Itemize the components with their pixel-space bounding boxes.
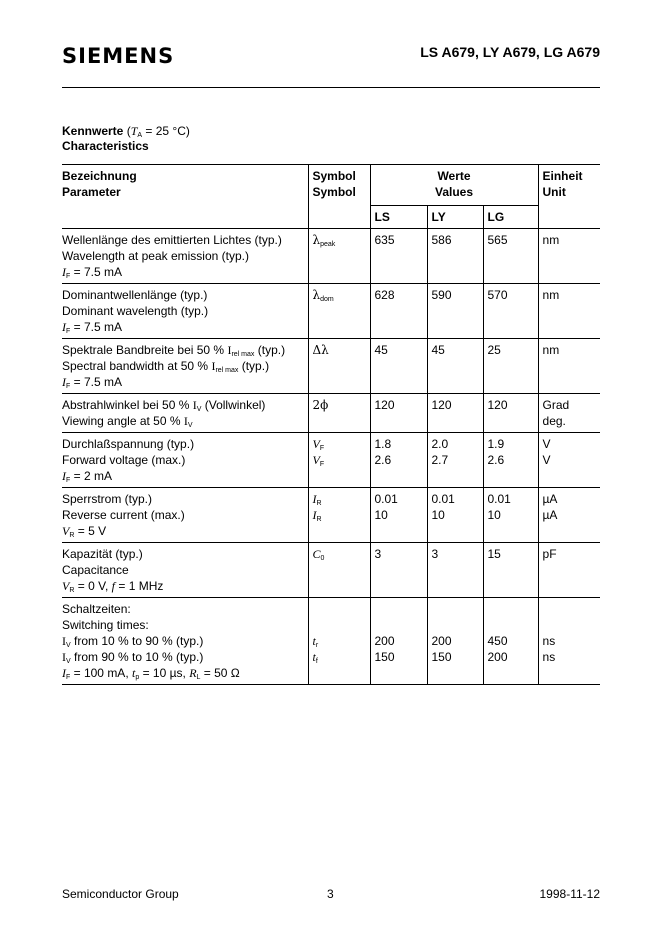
section-title-de: Kennwerte (62, 124, 124, 138)
unit-cell: µA µA (538, 488, 600, 543)
value-ly: 2.0 2.7 (427, 433, 483, 488)
header-unit: Einheit Unit (538, 165, 600, 206)
value-ls: 635 (370, 229, 427, 284)
value-ls: 45 (370, 339, 427, 394)
header-rule (62, 87, 600, 88)
value-lg: 15 (483, 543, 538, 598)
header-values: Werte Values (370, 165, 538, 206)
symbol-cell: $V_F$ $V_F$ (308, 433, 370, 488)
table-row (62, 488, 600, 543)
value-ly: 45 (427, 339, 483, 394)
unit-cell: Grad deg. (538, 394, 600, 433)
siemens-logo: SIEMENS (62, 44, 175, 68)
symbol-cell: $\lambda_{peak}$ (308, 229, 370, 284)
header-col-ls: LS (370, 206, 427, 229)
param-cell: Schaltzeiten: Switching times: $I_V$ from 10 % to 90 % (typ.) $I_V$ from 90 % to 10 % (typ.) $I_F = 100$ mA, $t_p = 10$ µs, $R_L = 50$ Ω (62, 598, 308, 685)
table-row (62, 598, 600, 685)
value-ly: 120 (427, 394, 483, 433)
unit-cell: pF (538, 543, 600, 598)
unit-cell: nm (538, 229, 600, 284)
footer-company: Semiconductor Group (62, 887, 179, 901)
param-cell: Dominantwellenlänge (typ.) Dominant wavelength (typ.) $I_F = 7.5$ mA (62, 284, 308, 339)
value-ls: 3 (370, 543, 427, 598)
value-lg: 570 (483, 284, 538, 339)
footer-date: 1998-11-12 (539, 887, 600, 901)
value-lg: 120 (483, 394, 538, 433)
value-ly: 200 150 (427, 598, 483, 685)
unit-cell: V V (538, 433, 600, 488)
param-cell: Sperrstrom (typ.) Reverse current (max.) $V_R = 5$ V (62, 488, 308, 543)
value-ls: 120 (370, 394, 427, 433)
symbol-cell: $I_R$ $I_R$ (308, 488, 370, 543)
symbol-cell: $t_r$ $t_f$ (308, 598, 370, 685)
header-unit-spacer (538, 206, 600, 229)
value-ls: 628 (370, 284, 427, 339)
symbol-cell: 2ϕ (308, 394, 370, 433)
characteristics-table (62, 164, 600, 685)
table-row (62, 543, 600, 598)
value-lg: 450 200 (483, 598, 538, 685)
header-parameter: Bezeichnung Parameter (62, 165, 308, 229)
table-row (62, 433, 600, 488)
value-ls: 1.8 2.6 (370, 433, 427, 488)
symbol-cell: $C_0$ (308, 543, 370, 598)
value-lg: 1.9 2.6 (483, 433, 538, 488)
header-symbol: Symbol Symbol (308, 165, 370, 229)
section-heading: Kennwerte ($T_A = 25$ °C) Characteristics (62, 124, 190, 153)
unit-cell: nm (538, 284, 600, 339)
value-ls: 0.01 10 (370, 488, 427, 543)
symbol-cell: $\lambda_{dom}$ (308, 284, 370, 339)
table-row (62, 394, 600, 433)
value-ly: 590 (427, 284, 483, 339)
document-title: LS A679, LY A679, LG A679 (420, 44, 600, 60)
param-cell: Kapazität (typ.) Capacitance $V_R = 0$ V, f = 1 MHz (62, 543, 308, 598)
table-row (62, 229, 600, 284)
value-ly: 586 (427, 229, 483, 284)
header-col-ly: LY (427, 206, 483, 229)
value-ly: 3 (427, 543, 483, 598)
unit-cell: nm (538, 339, 600, 394)
param-cell: Spektrale Bandbreite bei 50 % $I_{rel max}$ (typ.) Spectral bandwidth at 50 % $I_{rel max}$ (typ.) $I_F = 7.5$ mA (62, 339, 308, 394)
footer-page-number: 3 (327, 887, 334, 901)
param-cell: Wellenlänge des emittierten Lichtes (typ.) Wavelength at peak emission (typ.) $I_F = 7.5$ mA (62, 229, 308, 284)
symbol-cell: Δλ (308, 339, 370, 394)
value-lg: 25 (483, 339, 538, 394)
value-lg: 0.01 10 (483, 488, 538, 543)
value-ly: 0.01 10 (427, 488, 483, 543)
param-cell: Abstrahlwinkel bei 50 % $I_V$ (Vollwinkel) Viewing angle at 50 % $I_V$ (62, 394, 308, 433)
unit-cell: ns ns (538, 598, 600, 685)
header-col-lg: LG (483, 206, 538, 229)
value-lg: 565 (483, 229, 538, 284)
table-row (62, 339, 600, 394)
value-ls: 200 150 (370, 598, 427, 685)
table-row (62, 284, 600, 339)
section-title-en: Characteristics (62, 139, 149, 153)
param-cell: Durchlaßspannung (typ.) Forward voltage (max.) $I_F = 2$ mA (62, 433, 308, 488)
